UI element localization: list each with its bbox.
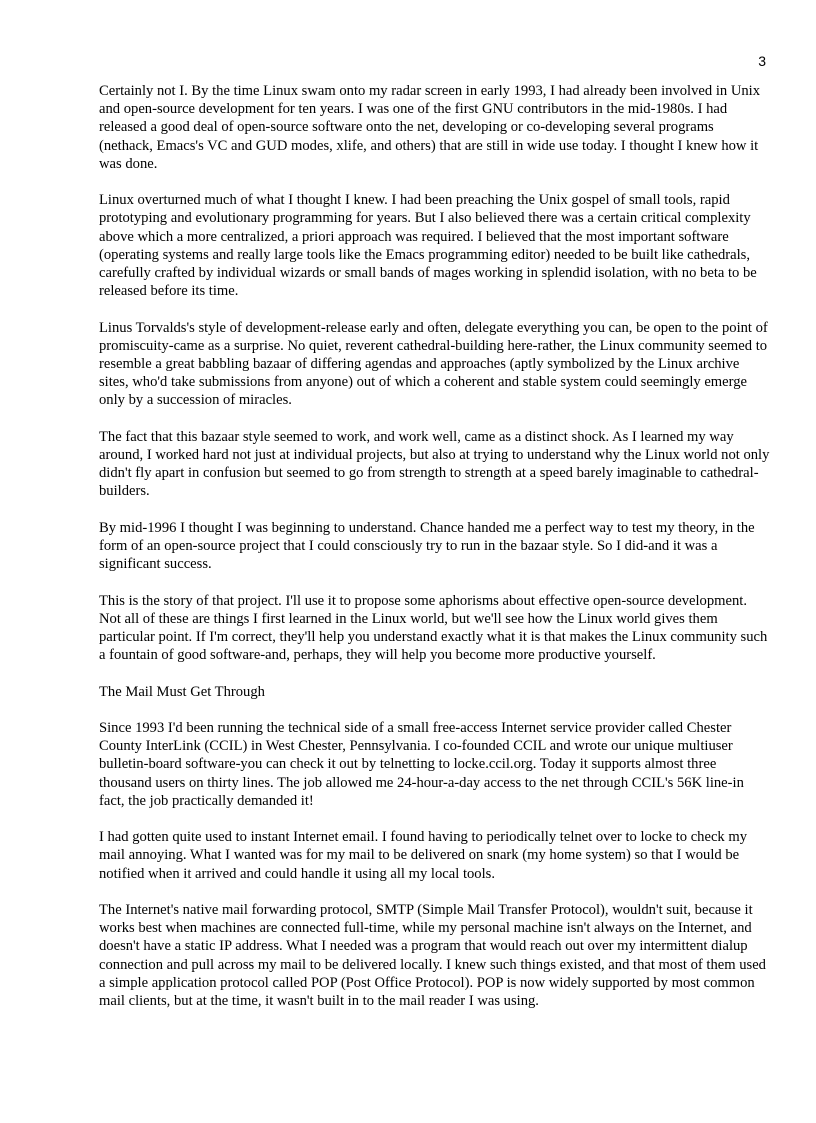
paragraph: I had gotten quite used to instant Internet email. I found having to periodically telnet over to locke to check my mail annoying. What I wanted was for my mail to be delivered on snark (my home system) so that I would be notified when it arrived and could handle it using all my local tools. (99, 829, 748, 882)
paragraph: Certainly not I. By the time Linux swam onto my radar screen in early 1993, I had already been involved in Unix and open-source development for ten years. I was one of the first GNU contributors in the mid-1980s. I had released a good deal of open-source software onto the net, developing or co-developing several programs (nethack, Emacs's VC and GUD modes, xlife, and others) that are still in wide use today. I thought I knew how it was done. (99, 83, 761, 172)
paragraph: By mid-1996 I thought I was beginning to understand. Chance handed me a perfect way to test my theory, in the form of an open-source project that I could consciously try to run in the bazaar style. So I did-and it was a significant success. (99, 519, 755, 573)
paragraph: Linus Torvalds's style of development-release early and often, delegate everything you can, be open to the point of promiscuity-came as a surprise. No quiet, reverent cathedral-building here-rather, the Linux community seemed to resemble a great babbling bazaar of differing agendas and approaches (aptly symbolized by the Linux archive sites, who'd take submissions from anyone) out of which a coherent and stable system could seemingly emerge only by a succession of miracles. (99, 319, 768, 409)
paragraph: The Internet's native mail forwarding protocol, SMTP (Simple Mail Transfer Protocol), wouldn't suit, because it works best when machines are connected full-time, while my personal machine isn't always on the Internet, and doesn't have a static IP address. What I needed was a program that would reach out over my intermittent dialup connection and pull across my mail to be delivered locally. I knew such things existed, and that most of them used a simple application protocol called POP (Post Office Protocol). POP is now widely supported by most common mail clients, but at the time, it wasn't built in to the mail reader I was using. (99, 902, 766, 1010)
section-heading: The Mail Must Get Through (99, 683, 265, 700)
paragraph: Linux overturned much of what I thought I knew. I had been preaching the Unix gospel of small tools, rapid prototyping and evolutionary programming for years. But I also believed there was a certain critical complexity above which a more centralized, a priori approach was required. I believed that the most important software (operating systems and really large tools like the Emacs programming editor) needed to be built like cathedrals, carefully crafted by individual wizards or small bands of mages working in splendid isolation, with no beta to be released before its time. (99, 192, 757, 300)
paragraph: Since 1993 I'd been running the technical side of a small free-access Internet service provider called Chester County InterLink (CCIL) in West Chester, Pennsylvania. I co-founded CCIL and wrote our unique multiuser bulletin-board software-you can check it out by telnetting to locke.ccil.org. Today it supports almost three thousand users on thirty lines. The job allowed me 24-hour-a-day access to the net through CCIL's 56K line-in fact, the job practically demanded it! (99, 720, 744, 809)
paragraph: This is the story of that project. I'll use it to propose some aphorisms about effective open-source development. Not all of these are things I first learned in the Linux world, but we'll see how the Linux world gives them particular point. If I'm correct, they'll help you understand exactly what it is that makes the Linux community such a fountain of good software-and, perhaps, they will help you become more productive yourself. (99, 592, 768, 664)
paragraph: The fact that this bazaar style seemed to work, and work well, came as a distinct shock. As I learned my way around, I worked hard not just at individual projects, but also at trying to understand why the Linux world not only didn't fly apart in confusion but seemed to go from strength to strength at a speed barely imaginable to cathedral-builders. (99, 428, 770, 500)
page-number: 3 (758, 53, 766, 69)
document-body (99, 82, 771, 1028)
